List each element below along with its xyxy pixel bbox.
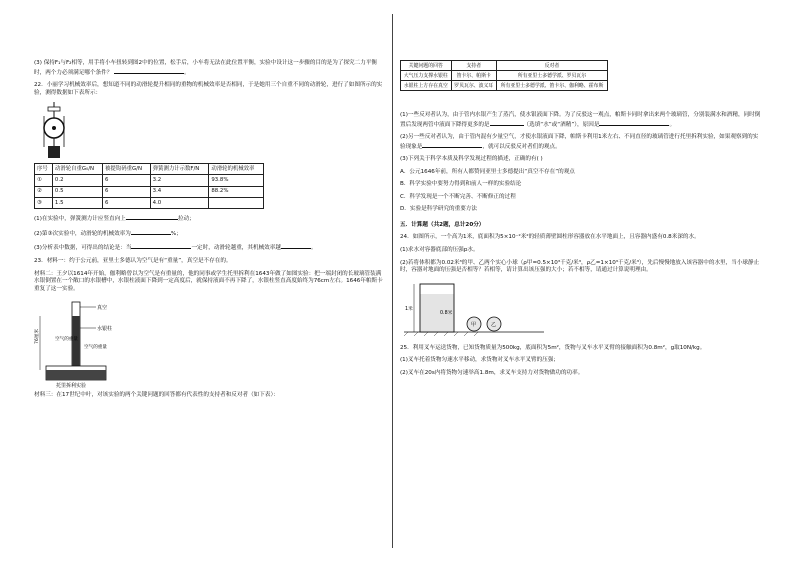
- table-header: 关键问题的回答: [401, 61, 452, 71]
- table-header: 动滑轮的机械效率: [209, 164, 264, 175]
- section-5-heading: 五．计算题（共2题，总计20分）: [400, 221, 485, 228]
- question-25-1: (1)叉车托着货物匀速水平移动，求货物对叉车水平叉臂的压强；: [400, 357, 559, 364]
- air-weight-label-left: 空气的重量: [55, 337, 78, 343]
- column-divider: [392, 14, 393, 548]
- question-23-material-2: 材料二：王夕以1614年开始，伽利略曾以为空气是有重量的，他的同事或学生托里拆利在1643年做了如图实验：把一端封闭的长玻璃管装满水银倒置在一个敞口的水银槽中，水银柱液面下降到一定高度后，就保持液面不再下降了，水银柱竖直高度始终为76cm左右。1646年帕斯卡重复了这一实验。: [34, 270, 383, 292]
- question-23-intro: 23．材料一：约于公元前，亚里士多德认为空气是有“重量”，真空是不存在的。: [34, 258, 232, 265]
- question-23-3: (3)下列关于科学本质及科学发现过程的描述，正确的有( ): [400, 156, 543, 163]
- pulley-data-table: [34, 163, 264, 209]
- history-supporters-table: [400, 60, 608, 91]
- table-row: 大气压力支撑水银柱 笛卡尔、帕斯卡 所有亚里士多德学派、罗贝瓦尔: [401, 71, 608, 81]
- table-header: 被提钩码重G/N: [103, 164, 151, 175]
- water-depth-label: 0.8米: [440, 310, 453, 316]
- figure-caption: 托里拆利实验: [56, 383, 87, 389]
- question-22-intro: 22．小丽学习机械效率后，想知道不同的动滑轮提升相同的重物的机械效率是否相同，于是她用三个自重不同的动滑轮，进行了如图所示的实验，测得数据如下表所示：: [34, 82, 383, 96]
- option-d: D．实验是科学研究的重要方法: [400, 206, 478, 213]
- right-column: [400, 112, 762, 382]
- mercury-column-label: 水银柱: [97, 326, 113, 333]
- option-c: C．科学发现是一个不断完善、不断修正的过程: [400, 193, 516, 200]
- ball-b-label: 乙: [491, 321, 497, 328]
- pulley-apparatus-diagram: [34, 102, 74, 160]
- table-header: 序号: [35, 164, 53, 175]
- table-header: 支持者: [451, 61, 496, 71]
- table-row: ② 0.5 6 3.4 88.2%: [35, 186, 264, 197]
- question-23-1: (1)一些反对者认为，由于管内水银产生了蒸汽，使水银液面下降。为了反驳这一观点，帕斯卡同时拿出来两个玻璃管，分别装满水和酒精，同时倒置后发现两管中液面下降得更多的是 （选填“水”或“酒精”），原因是 。: [400, 112, 761, 128]
- question-23-material-3: 材料三：在17世纪中叶，对该实验的两个关键问题的回答都有代表性的支持者和反对者（如下表）：: [34, 392, 279, 399]
- question-3-2: (3) 保持F₁与F₂相等，用手将小车扭转到图2中的位置，松手后，小车将无法在此位置平衡，实验中设计这一步骤的目的是为了探究二力平衡时，两个力必须满足哪个条件？ 。: [34, 60, 378, 76]
- table-header: 弹簧测力计示数F/N: [150, 164, 209, 175]
- table-row: 水银柱上方存在真空 罗贝瓦尔、波义耳 所有亚里士多德学派、笛卡尔、伽利略、霍布斯: [401, 81, 608, 91]
- question-22-3: (3)分析表中数据，可得出的结论是：当 一定时，动滑轮越重，其机械效率越 。: [34, 245, 317, 252]
- air-weight-label-right: 空气的重量: [84, 345, 107, 351]
- table-row: ① 0.2 6 3.2 93.8%: [35, 175, 264, 186]
- question-24-2: (2)若将体积都为0.02米³的甲、乙两个实心小球（ρ甲=0.5×10³千克/米³，ρ乙=1×10³千克/米³），先后慢慢地放入该容器中的水里，当小球静止时，容器对地面的压强是否相等？若相等，请计算出该压强的大小；若不相等，请通过计算说明理由。: [400, 259, 760, 274]
- question-24-intro: 24．如图所示，一个高为1米，底面积为5×10⁻²米²的轻质薄壁圆柱形容器放在水平地面上，且容器内盛有0.8米深的水。: [400, 234, 700, 241]
- left-column: [34, 60, 386, 405]
- question-22-2: (2)第③次实验中，动滑轮的机械效率为 %；: [34, 230, 182, 237]
- ball-a-label: 甲: [471, 321, 477, 328]
- table-header: 动滑轮自重G₀/N: [52, 164, 102, 175]
- option-a: A．公元1646年前，所有人都赞同亚里士多德提出“真空不存在”的观点: [400, 168, 575, 175]
- table-row: ③ 1.5 6 4.0: [35, 198, 264, 209]
- torricelli-experiment-diagram: [34, 298, 154, 388]
- question-24-1: (1)求水对容器底部的压强p水。: [400, 247, 479, 254]
- vacuum-label: 真空: [97, 305, 108, 312]
- question-22-1: (1)在实验中，弹簧测力计应竖直向上 拉动；: [34, 216, 195, 223]
- question-23-2: (2)另一些反对者认为，由于管内混有少量空气，才使水银液面下降，帕斯卡利用1米左右、不同直径的玻璃管进行托里拆利实验，如果观察到的实验现象是 ，就可以反驳反对者们的观点。: [400, 134, 759, 150]
- height-76cm-label: 76厘米: [35, 329, 40, 345]
- container-and-balls-diagram: [404, 280, 544, 340]
- container-height-label: 1米: [405, 306, 413, 312]
- question-25-intro: 25．利用叉车运送货物，已知货物质量为500kg，底面积为5m²，货物与叉车水平叉臂的接触面积为0.8m²，g取10N/kg。: [400, 344, 706, 351]
- option-b: B．科学实验中要努力得到和前人一样的实验结论: [400, 181, 522, 188]
- question-25-2: (2)叉车在20s内将货物匀速举高1.8m，求叉车支持力对货物做功的功率。: [400, 369, 584, 376]
- table-header: 反对者: [496, 61, 607, 71]
